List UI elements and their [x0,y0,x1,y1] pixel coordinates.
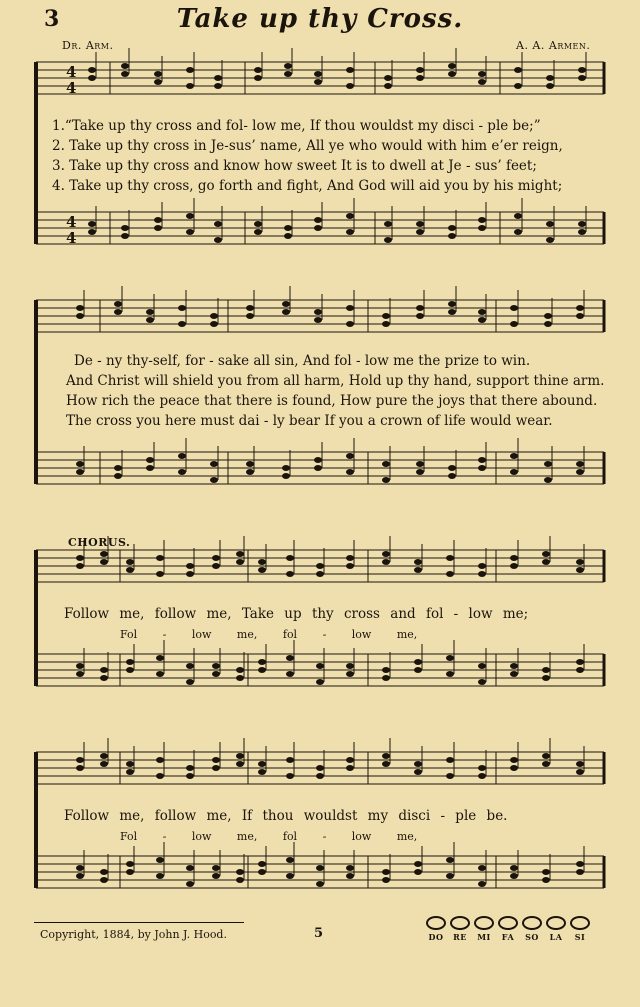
solfege-mi [472,916,496,942]
svg-text:4: 4 [66,63,77,81]
shape-note-icon [426,916,446,930]
solfege-label: SO [525,932,539,942]
shape-note-icon [570,916,590,930]
hymn-title: Take up thy Cross. [176,4,464,34]
verse-3-line-1: 3. Take up thy cross and know how sweet It is to dwell at Je - sus’ feet; [52,158,537,174]
chorus-line-2: Follow me, follow me, If thou wouldst my disci - ple be. [64,808,508,824]
svg-text:4: 4 [66,79,77,97]
solfege-label: LA [549,932,563,942]
solfege-label: FA [501,932,515,942]
verse-2-line-1: 2. Take up thy cross in Je-sus’ name, All ye who would with him e’er reign, [52,138,563,154]
svg-text:4: 4 [66,229,77,247]
shape-note-icon [522,916,542,930]
composer-left: Dr. Arm. [62,39,114,52]
copyright: Copyright, 1884, by John J. Hood. [40,928,227,941]
shape-note-icon [546,916,566,930]
solfege-si [568,916,592,942]
solfege-fa [496,916,520,942]
chorus-echo-2: Fol - low me, fol - low me, [120,830,418,843]
shape-note-icon [450,916,470,930]
solfege-label: DO [428,932,444,942]
solfege-so [520,916,544,942]
verse-4-line-1: 4. Take up thy cross, go forth and fight, And God will aid you by his might; [52,178,563,194]
solfege-label: SI [574,932,586,942]
shape-note-icon [498,916,518,930]
composer-right: A. A. Armen. [516,39,591,52]
svg-text:4: 4 [66,213,77,231]
page-number: 5 [314,926,324,941]
chorus-line-1: Follow me, follow me, Take up thy cross and fol - low me; [64,606,529,622]
verse-2-line-2: And Christ will shield you from all harm, Hold up thy hand, support thine arm. [66,373,605,389]
solfege-la [544,916,568,942]
chorus-echo-1: Fol - low me, fol - low me, [120,628,418,641]
verse-1-line-1: 1.“Take up thy cross and fol- low me, If thou wouldst my disci - ple be;” [52,118,541,134]
verse-3-line-2: How rich the peace that there is found, How pure the joys that there abound. [66,393,598,409]
solfege-do [424,916,448,942]
solfege-re [448,916,472,942]
shape-note-icon [474,916,494,930]
hymn-number: 3 [44,6,60,32]
verse-4-line-2: The cross you here must dai - ly bear If you a crown of life would wear. [66,413,553,429]
footer-rule [34,922,244,923]
solfege-label: RE [453,932,467,942]
verse-1-line-2: De - ny thy-self, for - sake all sin, And fol - low me the prize to win. [74,353,531,369]
chorus-label: CHORUS. [68,536,131,549]
solfege-label: MI [477,932,491,942]
